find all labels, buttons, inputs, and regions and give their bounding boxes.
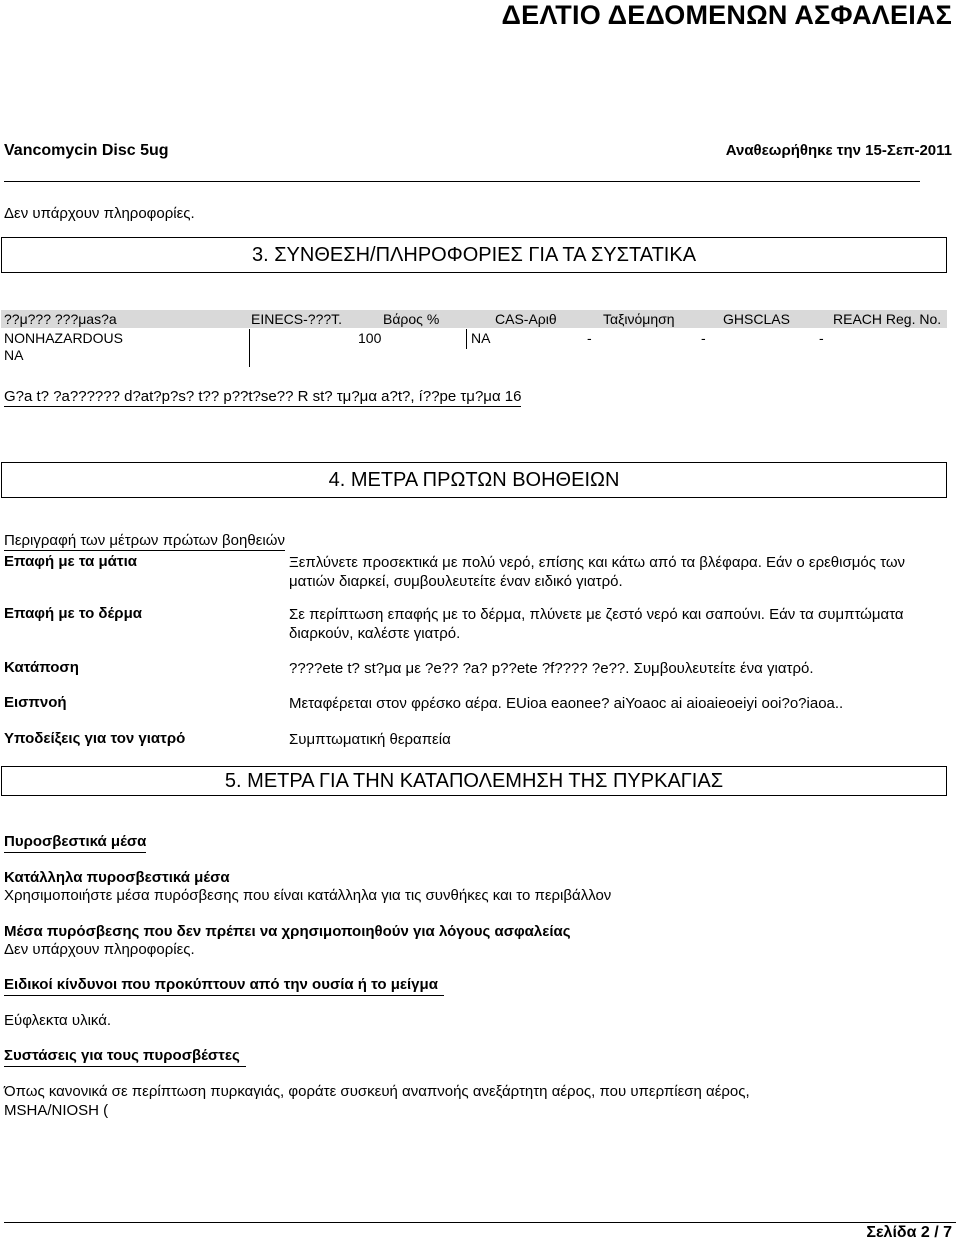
revision-date: Αναθεωρήθηκε την 15-Σεπ-2011: [725, 142, 952, 159]
first-aid-label-physician: Υποδείξεις για τον γιατρό: [4, 730, 186, 747]
firefighter-advice-line: Όπως κανονικά σε περίπτωση πυρκαγιάς, φοράτε συσκευή αναπνοής ανεξάρτητη αέρος, που υπερπίεση αέρος,: [4, 1083, 750, 1100]
first-aid-subtitle-text: Περιγραφή των μέτρων πρώτων βοηθειών: [4, 532, 285, 549]
col-header-ghs: GHSCLAS: [723, 311, 790, 327]
table-row: [1, 329, 947, 367]
firefighter-advice-heading-text: Συστάσεις για τους πυροσβέστες: [4, 1047, 246, 1067]
section-3-footnote: [4, 388, 521, 405]
section-4-title: 4. ΜΕΤΡΑ ΠΡΩΤΩΝ ΒΟΗΘΕΙΩΝ: [1, 462, 947, 498]
composition-table-header: [1, 310, 947, 328]
column-divider: [249, 329, 250, 367]
document-title: ΔΕΛΤΙΟ ΔΕΔΟΜΕΝΩΝ ΑΣΦΑΛΕΙΑΣ: [501, 0, 952, 30]
cell-classification: -: [587, 330, 592, 346]
first-aid-text-physician: Συμπτωματική θεραπεία: [289, 731, 451, 748]
cell-name-line2: NA: [4, 347, 24, 363]
cell-weight: 100: [358, 330, 382, 346]
first-aid-text-skin: [289, 605, 904, 643]
cell-name-line1: NONHAZARDOUS: [4, 330, 124, 346]
intro-text: Δεν υπάρχουν πληροφορίες.: [4, 205, 195, 222]
page-number: Σελίδα 2 / 7: [866, 1224, 952, 1241]
col-header-name: ??μ??? ???μas?a: [4, 311, 117, 327]
first-aid-text-line: Ξεπλύνετε προσεκτικά με πολύ νερό, επίσης και κάτω από τα βλέφαρα. Εάν ο ερεθισμός των: [289, 554, 906, 571]
first-aid-text-line: διαρκούν, καλέστε γιατρό.: [289, 625, 461, 642]
firefighter-advice-line: MSHA/NIOSH (: [4, 1102, 109, 1119]
col-header-cas: CAS-Αριθ: [495, 311, 557, 327]
col-header-einecs: EINECS-???T.: [251, 311, 343, 327]
special-hazards-text: Εύφλεκτα υλικά.: [4, 1012, 112, 1029]
col-header-class: Ταξινόμηση: [603, 311, 675, 327]
first-aid-text-eyes: [289, 553, 905, 591]
suitable-media-text: Χρησιμοποιήστε μέσα πυρόσβεσης που είναι κατάλληλα για τις συνθήκες και το περιβάλλον: [4, 887, 612, 904]
section-5-title: 5. ΜΕΤΡΑ ΓΙΑ ΤΗΝ ΚΑΤΑΠΟΛΕΜΗΣΗ ΤΗΣ ΠΥΡΚΑΓΙΑΣ: [1, 766, 947, 796]
unsuitable-media-heading: Μέσα πυρόσβεσης που δεν πρέπει να χρησιμοποιηθούν για λόγους ασφαλείας: [4, 923, 571, 940]
first-aid-label-inhalation: Εισπνοή: [4, 694, 67, 711]
unsuitable-media-text: Δεν υπάρχουν πληροφορίες.: [4, 941, 195, 958]
col-header-reach: REACH Reg. No.: [833, 311, 942, 327]
special-hazards-heading: [4, 976, 444, 994]
column-divider: [466, 329, 467, 349]
extinguishing-media-heading: [4, 833, 146, 851]
header-divider: [4, 181, 920, 182]
first-aid-subtitle: [4, 532, 285, 549]
first-aid-text-inhalation: Μεταφέρεται στον φρέσκο αέρα. EUioa eaonee? aiYoaoc ai aioaieoeiyi ooi?o?iaoa..: [289, 695, 844, 712]
cell-reach: -: [819, 330, 824, 346]
first-aid-text-ingestion: ????ete t? st?μα με ?e?? ?a? p??ete ?f???? ?e??. Συμβουλευτείτε ένα γιατρό.: [289, 660, 814, 677]
special-hazards-heading-text: Ειδικοί κίνδυνοι που προκύπτουν από την ουσία ή το μείγμα: [4, 976, 444, 996]
col-header-weight: Βάρος %: [383, 311, 440, 327]
extinguishing-media-heading-text: Πυροσβεστικά μέσα: [4, 833, 146, 853]
section-3-title: 3. ΣΥΝΘΕΣΗ/ΠΛΗΡΟΦΟΡΙΕΣ ΓΙΑ ΤΑ ΣΥΣΤΑΤΙΚΑ: [1, 237, 947, 273]
footer-divider: [4, 1222, 956, 1223]
product-name: Vancomycin Disc 5ug: [4, 142, 169, 159]
suitable-media-heading: Κατάλληλα πυροσβεστικά μέσα: [4, 869, 230, 886]
cell-cas: NA: [471, 330, 491, 346]
firefighter-advice-heading: [4, 1047, 246, 1065]
cell-ghs: -: [701, 330, 706, 346]
footnote-text: G?a t? ?a?????? d?at?p?s? t?? p??t?se?? R st? τμ?μα a?t?, í??pe τμ?μα 16: [4, 388, 522, 405]
first-aid-label-eyes: Επαφή με τα μάτια: [4, 553, 137, 570]
first-aid-text-line: Σε περίπτωση επαφής με το δέρμα, πλύνετε με ζεστό νερό και σαπούνι. Εάν τα συμπτώματα: [289, 606, 904, 623]
first-aid-label-ingestion: Κατάποση: [4, 659, 79, 676]
firefighter-advice-text: [4, 1082, 750, 1120]
first-aid-label-skin: Επαφή με το δέρμα: [4, 605, 142, 622]
first-aid-text-line: ματιών διαρκεί, συμβουλευτείτε έναν ειδικό γιατρό.: [289, 573, 623, 590]
